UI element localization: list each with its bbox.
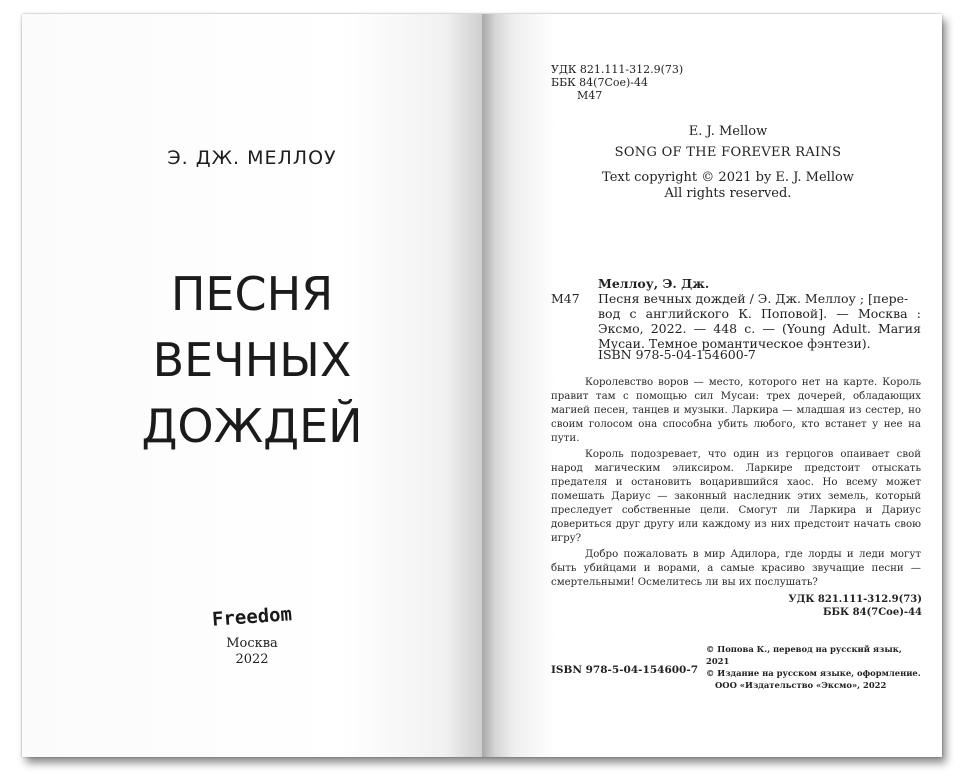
- author-name: Э. ДЖ. МЕЛЛОУ: [167, 147, 337, 169]
- book-title-line: ДОЖДЕЙ: [141, 399, 363, 453]
- catalog-entry: [551, 276, 921, 351]
- annotation-paragraph: Добро пожаловать в мир Адилора, где лорды и леди могут быть убийцами и ворами, а самые красиво звучащие песни — смертельными! Осмелитесь ли вы их послушать?: [551, 549, 921, 588]
- udk-code: УДК 821.111-312.9(73): [788, 594, 922, 605]
- book-title-line: ПЕСНЯ: [170, 267, 334, 321]
- catalog-description-rest: вод с английского К. Поповой]. — Москва : Эксмо, 2022. — 448 с. — (Young Adult. Магия Мусаи. Темное романтическое фэнтези).: [598, 306, 921, 351]
- catalog-code: М47: [551, 291, 580, 306]
- book-title-line: ВЕЧНЫХ: [152, 333, 352, 387]
- classification-codes-top: [551, 63, 683, 102]
- rights-line: All rights reserved.: [664, 186, 792, 201]
- edition-copyright: © Издание на русском языке, оформление.: [706, 668, 921, 678]
- catalog-description-first: Песня вечных дождей / Э. Дж. Меллоу ; [пере-: [598, 291, 909, 306]
- copyright-notice: [542, 170, 914, 202]
- book-annotation: [551, 376, 921, 592]
- publisher-logo: Freedom: [211, 603, 293, 631]
- udk-code: УДК 821.111-312.9(73): [551, 63, 684, 76]
- classification-codes-bottom: [782, 593, 922, 619]
- publication-year: 2022: [235, 652, 269, 667]
- original-author: E. J. Mellow: [688, 124, 768, 139]
- book-title: [22, 261, 482, 459]
- copyright-notes: [706, 643, 921, 691]
- publication-city: Москва: [226, 636, 278, 651]
- left-page: [22, 14, 482, 757]
- catalog-heading: Меллоу, Э. Дж.: [598, 276, 710, 291]
- original-title: SONG OF THE FOREVER RAINS: [614, 145, 842, 160]
- catalog-row: [551, 291, 921, 306]
- copyright-line: Text copyright © 2021 by E. J. Mellow: [602, 170, 854, 185]
- isbn: ISBN 978-5-04-154600-7: [598, 347, 756, 362]
- bbk-code: ББК 84(7Сое)-44: [551, 76, 649, 89]
- publisher-copyright: ООО «Издательство «Эксмо», 2022: [715, 680, 887, 690]
- translation-copyright: © Попова К., перевод на русский язык, 2021: [706, 644, 902, 666]
- author-mark: М47: [577, 89, 603, 102]
- annotation-paragraph: Король подозревает, что один из герцогов опаивает свой народ магическим эликсиром. Ларкире предстоит отыскать предателя и остановить воцарившийся хаос. Но всему может помешать Дариус — законный наследник этих земель, который преследует собственные цели. Смогут ли Ларкира и Дариус довериться друг другу или каждому из них предстоит начать свою игру?: [551, 449, 921, 544]
- isbn-bottom: ISBN 978-5-04-154600-7: [551, 664, 699, 676]
- annotation-paragraph: Королевство воров — место, которого нет на карте. Король правит там с помощью сил Мусаи: трех дочерей, обладающих магией песен, танцев и музыки. Ларкира — младшая из сестер, но своим голосом она способна убить любого, кто встанет у нее на пути.: [551, 377, 921, 444]
- right-page: [482, 14, 942, 757]
- bbk-code: ББК 84(7Сое)-44: [822, 607, 922, 618]
- book-spread: [22, 14, 942, 757]
